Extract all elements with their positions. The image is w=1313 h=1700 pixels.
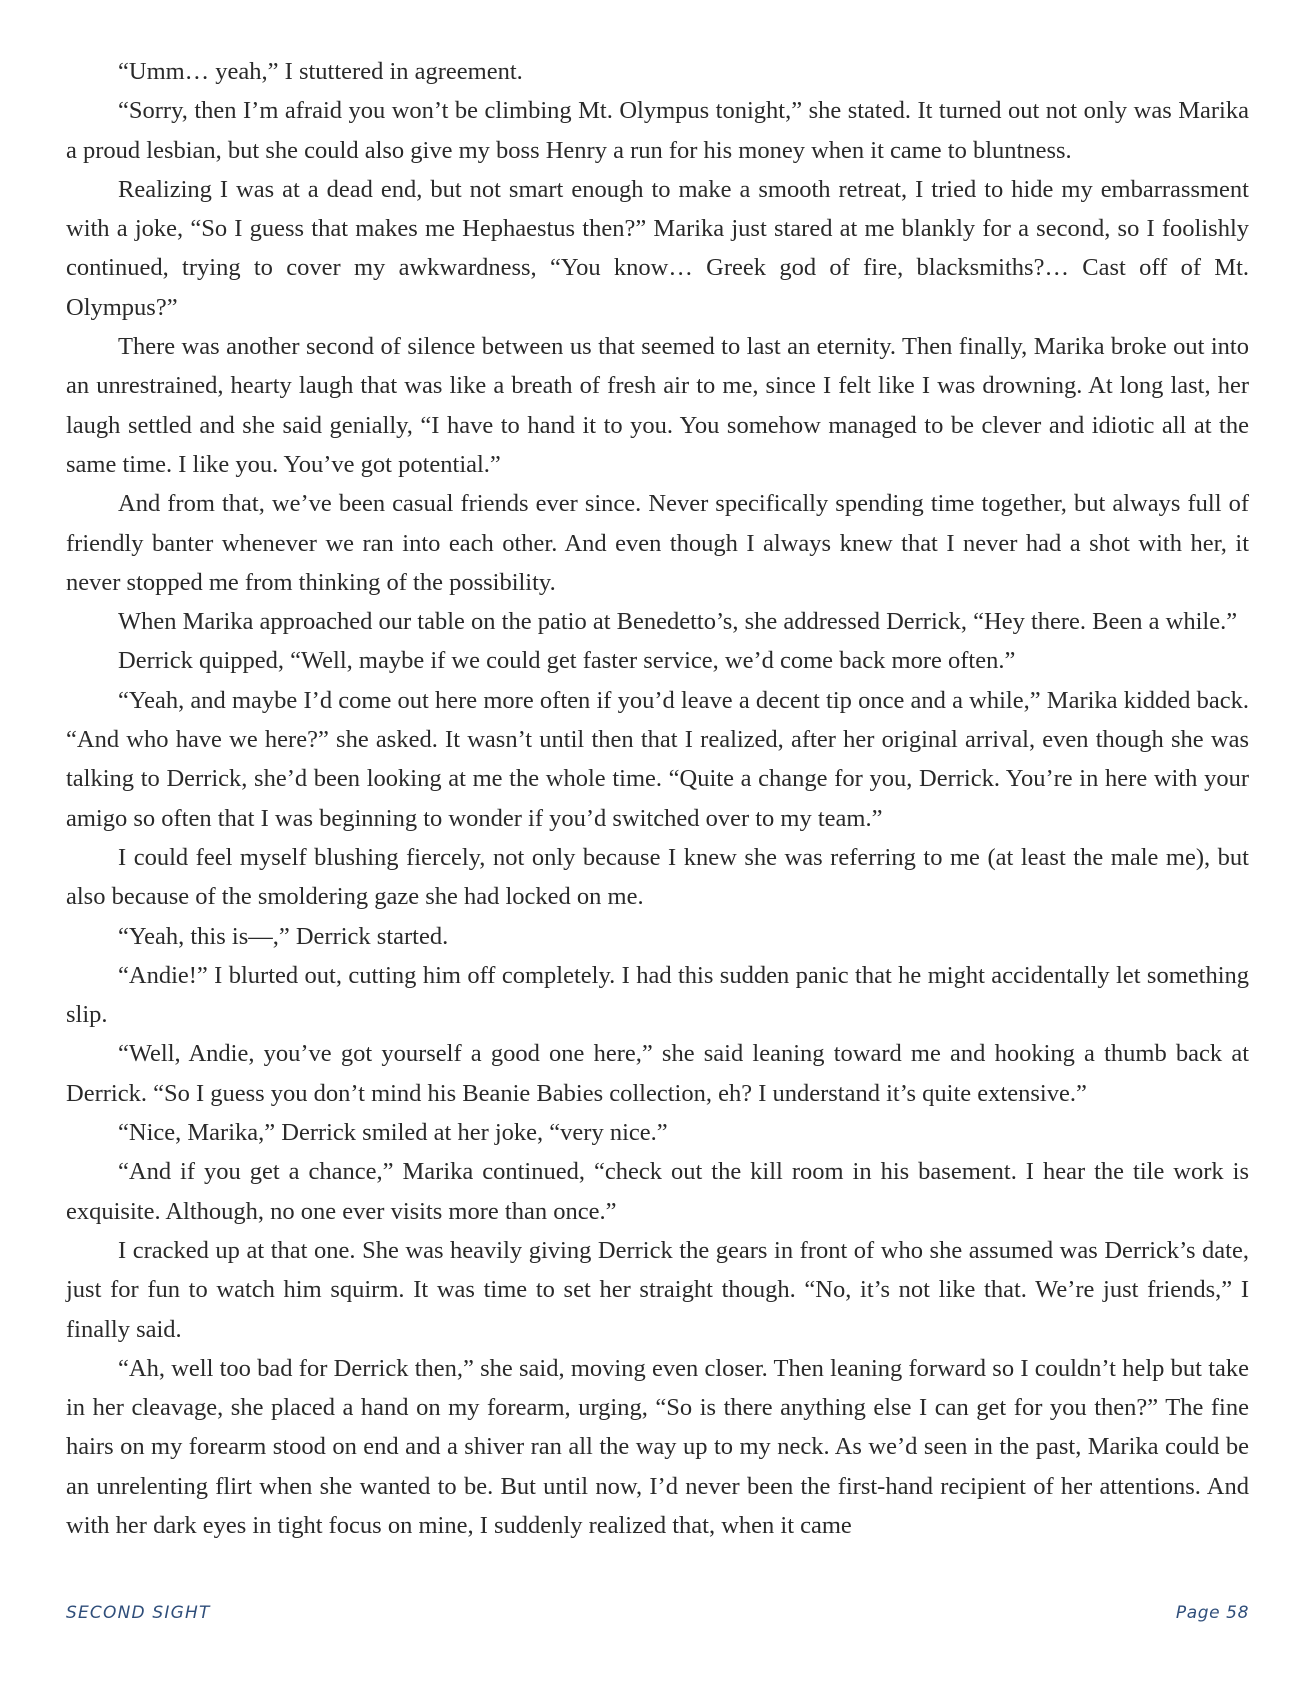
paragraph: And from that, we’ve been casual friends ever since. Never specifically spending time together, but always full of friendly banter whenever we ran into each other. And even though I always knew that I never had a shot with her, it never stopped me from thinking of the possibility. — [66, 490, 1249, 596]
paragraph: “Well, Andie, you’ve got yourself a good one here,” she said leaning toward me and hooking a thumb back at Derrick. “So I guess you don’t mind his Beanie Babies collection, eh? I understand it’s quite extensive.” — [66, 1040, 1249, 1107]
paragraph: I could feel myself blushing fiercely, not only because I knew she was referring to me (at least the male me), but also because of the smoldering gaze she had locked on me. — [66, 843, 1249, 911]
paragraph: “Yeah, and maybe I’d come out here more often if you’d leave a decent tip once and a while,” Marika kidded back. “And who have we here?” she asked. It wasn’t until then that I realized, after her original arrival, even though she was talking to Derrick, she’d been looking at me the whole time. “Quite a change for you, Derrick. You’re in here with your amigo so often that I was beginning to wonder if you’d switched over to my team.” — [66, 686, 1249, 832]
paragraph: When Marika approached our table on the patio at Benedetto’s, she addressed Derrick, “Hey there. Been a while.” — [118, 608, 1238, 636]
paragraph: “Andie!” I blurted out, cutting him off completely. I had this sudden panic that he might accidentally let something slip. — [66, 961, 1249, 1029]
paragraph: “Sorry, then I’m afraid you won’t be climbing Mt. Olympus tonight,” she stated. It turned out not only was Marika a proud lesbian, but she could also give my boss Henry a run for his money when it came to bluntness. — [66, 97, 1249, 164]
paragraph: “Ah, well too bad for Derrick then,” she said, moving even closer. Then leaning forward so I couldn’t help but take in her cleavage, she placed a hand on my forearm, urging, “So is there anything else I can get for you then?” The fine hairs on my forearm stood on end and a shiver ran all the way up to my neck. As we’d seen in the past, Marika could be an unrelenting flirt when she wanted to be. But until now, I’d never been the first-hand recipient of her attentions. And with her dark eyes in tight focus on mine, I suddenly realized that, when it came — [66, 1354, 1249, 1539]
footer-page-number: Page 58 — [1175, 1603, 1249, 1623]
paragraph: Derrick quipped, “Well, maybe if we could get faster service, we’d come back more often.” — [118, 647, 1016, 675]
paragraph: I cracked up at that one. She was heavily giving Derrick the gears in front of who she assumed was Derrick’s date, just for fun to watch him squirm. It was time to set her straight though. “No, it’s not like that. We’re just friends,” I finally said. — [66, 1236, 1249, 1343]
paragraph: “Yeah, this is—,” Derrick started. — [118, 922, 449, 950]
paragraph: There was another second of silence between us that seemed to last an eternity. Then finally, Marika broke out into an unrestrained, hearty laugh that was like a breath of fresh air to me, since I felt like I was drowning. At long last, her laugh settled and she said genially, “I have to hand it to you. You somehow managed to be clever and idiotic all at the same time. I like you. You’ve got potential.” — [66, 333, 1249, 478]
page-body — [66, 52, 1249, 1545]
paragraph: “Nice, Marika,” Derrick smiled at her joke, “very nice.” — [118, 1119, 668, 1147]
paragraph: Realizing I was at a dead end, but not smart enough to make a smooth retreat, I tried to hide my embarrassment with a joke, “So I guess that makes me Hephaestus then?” Marika just stared at me blankly for a second, so I foolishly continued, trying to cover my awkwardness, “You know… Greek god of fire, blacksmiths?… Cast off of Mt. Olympus?” — [66, 175, 1249, 321]
paragraph: “Umm… yeah,” I stuttered in agreement. — [118, 58, 523, 85]
paragraph: “And if you get a chance,” Marika continued, “check out the kill room in his basement. I hear the tile work is exquisite. Although, no one ever visits more than once.” — [66, 1158, 1249, 1225]
footer-book-title: SECOND SIGHT — [66, 1603, 211, 1623]
